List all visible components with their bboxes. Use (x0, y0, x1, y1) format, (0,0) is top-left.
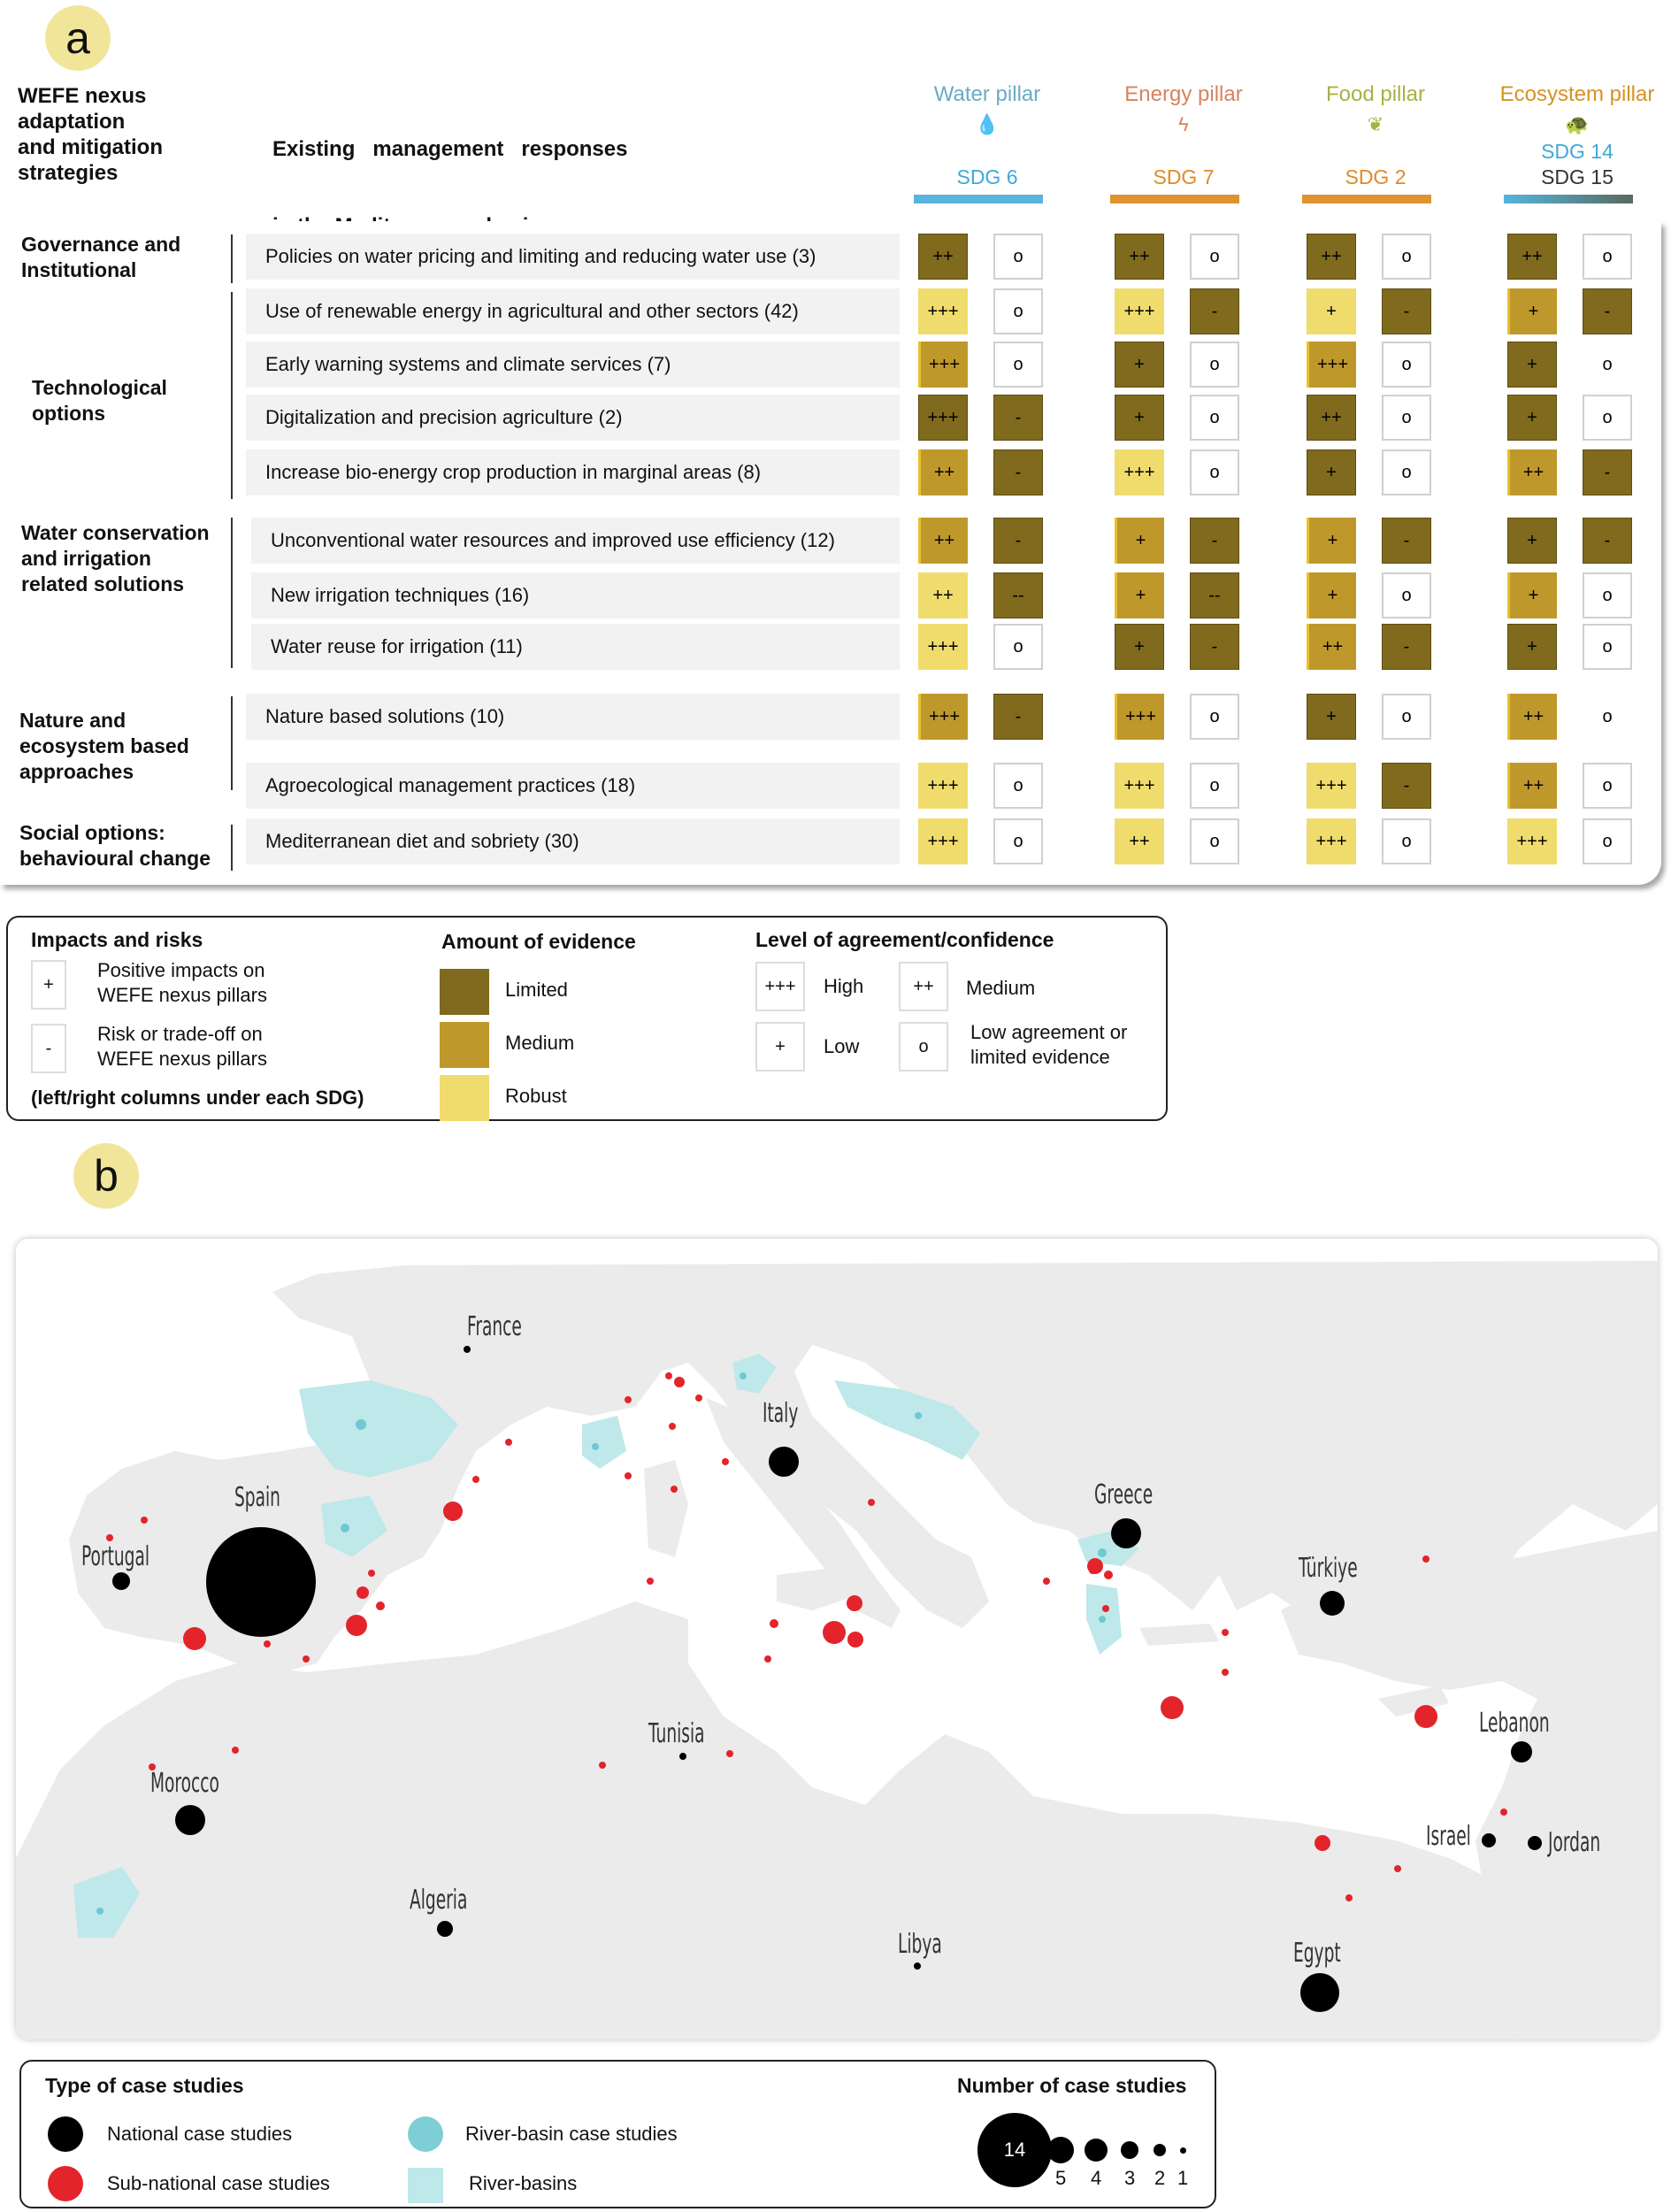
assessment-cell: - (1382, 288, 1431, 334)
river-basin-case-swatch-icon (408, 2116, 443, 2152)
country-label: Lebanon (1479, 1708, 1550, 1739)
category-label-line: Nature and (19, 709, 126, 732)
subnational-case-marker[interactable] (505, 1439, 512, 1446)
assessment-cell: ++ (1507, 763, 1557, 809)
river-basin-dot (592, 1443, 599, 1450)
subnational-case-marker[interactable] (722, 1458, 729, 1465)
national-label: National case studies (107, 2123, 293, 2145)
subnational-case-marker[interactable] (264, 1640, 271, 1647)
assessment-cell: o (1382, 818, 1431, 864)
category-label-line: ecosystem based (19, 734, 189, 757)
national-case-marker[interactable] (914, 1962, 921, 1970)
assessment-cell: o (993, 624, 1043, 670)
strategies-header-line: and mitigation (18, 135, 163, 159)
assessment-cell: + (1115, 624, 1164, 670)
river-basin-dot (356, 1419, 366, 1430)
category-label (19, 820, 211, 872)
assessment-cell: + (1507, 395, 1557, 441)
assessment-cell: o (1583, 572, 1632, 618)
response-label: Unconventional water resources and improved use efficiency (12) (271, 529, 835, 551)
assessment-cell: + (1115, 518, 1164, 564)
agreement-medium-label: Medium (966, 977, 1036, 999)
river-basin-dot (740, 1372, 747, 1379)
subnational-case-marker[interactable] (671, 1486, 678, 1493)
assessment-cell: o (1190, 694, 1239, 740)
assessment-cell: - (993, 395, 1043, 441)
assessment-cell: + (1115, 572, 1164, 618)
assessment-cell: +++ (918, 288, 968, 334)
response-row (246, 449, 900, 495)
river-basin-dot (1098, 1548, 1107, 1557)
assessment-cell: o (1382, 694, 1431, 740)
assessment-cell: - (1382, 763, 1431, 809)
panel-b-badge-letter: b (94, 1151, 119, 1201)
strategies-header (18, 83, 239, 186)
assessment-cell: ++ (1507, 234, 1557, 280)
national-case-marker[interactable] (1320, 1591, 1345, 1616)
size-scale-circle (977, 2113, 1052, 2187)
national-case-marker[interactable] (437, 1921, 453, 1937)
national-swatch-icon (48, 2116, 83, 2152)
subnational-case-marker[interactable] (625, 1396, 632, 1403)
positive-impact-label (97, 958, 267, 1008)
legend-text-line: Positive impacts on (97, 959, 265, 981)
category-label (21, 520, 210, 597)
assessment-cell: +++ (918, 395, 968, 441)
subnational-swatch-icon (48, 2166, 83, 2201)
category-label-line: behavioural change (19, 847, 211, 870)
response-label: Policies on water pricing and limiting and reducing water use (3) (265, 245, 816, 267)
legend-text-line: WEFE nexus pillars (97, 1048, 267, 1070)
subnational-case-marker[interactable] (356, 1586, 369, 1599)
category-label (19, 708, 189, 785)
case-study-legend (19, 2060, 1216, 2208)
category-divider (231, 825, 233, 871)
category-label-line: related solutions (21, 572, 185, 595)
subnational-case-marker[interactable] (770, 1619, 778, 1628)
sdg-label: SDG 2 (1345, 165, 1407, 188)
category-label-line: options (32, 402, 106, 425)
medium-symbol: ++ (913, 976, 934, 996)
subnational-case-marker[interactable] (472, 1476, 479, 1483)
subnational-case-marker[interactable] (1422, 1555, 1430, 1563)
pillar-title: Ecosystem pillar (1499, 82, 1655, 106)
evidence-legend-title: Amount of evidence (441, 930, 636, 953)
subnational-case-marker[interactable] (847, 1595, 862, 1611)
columns-note: (left/right columns under each SDG) (31, 1087, 364, 1109)
country-label: Portugal (81, 1541, 150, 1572)
sdg-label: SDG 6 (956, 165, 1018, 188)
national-case-marker[interactable] (1528, 1836, 1542, 1850)
impacts-legend-title: Impacts and risks (31, 928, 203, 951)
size-scale-circle (1180, 2147, 1186, 2154)
subnational-case-marker[interactable] (665, 1372, 672, 1379)
country-label: Spain (234, 1482, 280, 1513)
subnational-case-marker[interactable] (232, 1747, 239, 1754)
response-label: Use of renewable energy in agricultural and other sectors (42) (265, 300, 799, 322)
assessment-cell: + (1507, 624, 1557, 670)
subnational-case-marker[interactable] (141, 1517, 148, 1524)
assessment-cell: - (1382, 518, 1431, 564)
subnational-case-marker[interactable] (1394, 1865, 1401, 1872)
subnational-case-marker[interactable] (847, 1632, 863, 1647)
assessment-cell: ++ (918, 518, 968, 564)
sdg-label: SDG 7 (1153, 165, 1215, 188)
none-symbol: o (918, 1036, 929, 1056)
assessment-cell: o (1190, 342, 1239, 388)
assessment-cell: o (1382, 395, 1431, 441)
size-scale-value: 5 (1055, 2167, 1067, 2189)
subnational-case-marker[interactable] (868, 1499, 875, 1506)
assessment-cell: +++ (1115, 694, 1164, 740)
national-case-marker[interactable] (769, 1447, 799, 1477)
assessment-cell: +++ (1115, 763, 1164, 809)
subnational-case-marker[interactable] (823, 1621, 846, 1644)
subnational-case-marker[interactable] (1315, 1835, 1330, 1851)
count-legend-title: Number of case studies (957, 2074, 1187, 2097)
assessment-cell: - (993, 518, 1043, 564)
national-case-marker[interactable] (1111, 1518, 1141, 1548)
subnational-case-marker[interactable] (1500, 1809, 1507, 1816)
response-row (251, 572, 900, 618)
pillar-title: Water pillar (933, 82, 1041, 106)
assessment-cell: - (1583, 449, 1632, 495)
response-label: Mediterranean diet and sobriety (30) (265, 830, 579, 852)
assessment-cell: o (1190, 763, 1239, 809)
river-basin-dot (915, 1412, 922, 1419)
country-label: Greece (1094, 1479, 1154, 1510)
country-label: Egypt (1293, 1938, 1341, 1969)
category-label-line: Water conservation (21, 521, 210, 544)
assessment-cell: - (1190, 624, 1239, 670)
national-case-marker[interactable] (175, 1805, 205, 1835)
subnational-case-marker[interactable] (303, 1655, 310, 1663)
category-divider (231, 518, 233, 668)
category-divider (231, 292, 233, 499)
lightning-bolt-icon: ϟ (1178, 113, 1189, 135)
subnational-case-marker[interactable] (1043, 1578, 1050, 1585)
response-row (246, 395, 900, 441)
strategies-header-line: WEFE nexus (18, 84, 147, 108)
water-drop-icon: 💧 (975, 113, 1000, 135)
country-label: Libya (898, 1929, 942, 1960)
assessment-cell: +++ (918, 342, 968, 388)
subnational-case-marker[interactable] (647, 1578, 654, 1585)
evidence-swatch-limited (440, 969, 489, 1015)
assessment-cell: o (1382, 234, 1431, 280)
river-basin-swatch-icon (408, 2168, 443, 2203)
river-basin-dot (341, 1524, 349, 1532)
assessment-cell: + (1307, 518, 1356, 564)
response-row (251, 518, 900, 564)
subnational-case-marker[interactable] (1102, 1605, 1109, 1612)
assessment-cell: o (1190, 234, 1239, 280)
assessment-cell: - (1190, 518, 1239, 564)
size-scale-value: 1 (1177, 2167, 1189, 2189)
subnational-case-marker[interactable] (674, 1377, 685, 1387)
assessment-cell: +++ (918, 624, 968, 670)
subnational-case-marker[interactable] (695, 1394, 702, 1402)
river-basin-case-label: River-basin case studies (465, 2123, 678, 2145)
agreement-high-label: High (824, 975, 864, 997)
category-label-line: and irrigation (21, 547, 151, 570)
legend-text-line: WEFE nexus pillars (97, 984, 267, 1006)
agreement-low-label: Low (824, 1035, 860, 1057)
response-label: Increase bio-energy crop production in marginal areas (8) (265, 461, 762, 483)
subnational-case-marker[interactable] (1089, 1567, 1096, 1574)
assessment-cell: ++ (918, 234, 968, 280)
subnational-case-marker[interactable] (183, 1627, 206, 1650)
assessment-cell: + (1507, 288, 1557, 334)
assessment-cell: ++ (1307, 624, 1356, 670)
assessment-cell: +++ (918, 694, 968, 740)
plus-symbol: + (43, 974, 54, 995)
assessment-cell: + (1115, 395, 1164, 441)
sdg-underline (1110, 195, 1239, 204)
responses-header-line: Existing management responses (272, 137, 628, 161)
assessment-cell: - (993, 694, 1043, 740)
high-symbol: +++ (764, 976, 796, 996)
assessment-cell: o (1583, 234, 1632, 280)
size-scale-circle (1085, 2139, 1108, 2162)
panel-a-badge-letter: a (65, 13, 90, 63)
response-row (246, 818, 900, 864)
country-label: Jordan (1548, 1827, 1601, 1858)
sdg-underline (1504, 195, 1633, 204)
turtle-icon: 🐢 (1565, 113, 1590, 135)
subnational-case-marker[interactable] (368, 1570, 375, 1577)
assessment-cell: +++ (918, 763, 968, 809)
assessment-cell: o (1602, 706, 1613, 726)
assessment-cell: o (1190, 449, 1239, 495)
size-scale-circle (1154, 2144, 1166, 2156)
assessment-cell: + (1115, 342, 1164, 388)
size-scale-circle (1121, 2141, 1138, 2159)
national-case-marker[interactable] (679, 1753, 686, 1760)
size-scale-value: 3 (1124, 2167, 1136, 2189)
sdg-label: SDG 14 (1541, 140, 1614, 163)
size-scale-value: 14 (1003, 2139, 1026, 2161)
assessment-cell: o (993, 818, 1043, 864)
assessment-cell: o (993, 288, 1043, 334)
subnational-case-marker[interactable] (1104, 1571, 1113, 1579)
assessment-cell: -- (1190, 572, 1239, 618)
river-basin-dot (96, 1908, 103, 1915)
assessment-cell: +++ (918, 818, 968, 864)
assessment-cell: +++ (1507, 818, 1557, 864)
response-label: Agroecological management practices (18) (265, 774, 636, 796)
assessment-cell: o (1583, 624, 1632, 670)
panel-a-badge (45, 5, 111, 71)
subnational-case-marker[interactable] (1345, 1894, 1353, 1901)
subnational-case-marker[interactable] (443, 1502, 463, 1521)
assessment-cell: o (1382, 449, 1431, 495)
country-label: Morocco (150, 1768, 219, 1799)
category-label-line: Institutional (21, 258, 137, 281)
national-case-marker[interactable] (206, 1527, 316, 1637)
country-label: Israel (1426, 1821, 1471, 1852)
response-row (246, 763, 900, 809)
response-row (246, 342, 900, 388)
evidence-swatch-robust (440, 1075, 489, 1121)
assessment-cell: o (1583, 763, 1632, 809)
assessment-cell: + (1507, 518, 1557, 564)
category-label (32, 375, 167, 426)
subnational-case-marker[interactable] (764, 1655, 771, 1663)
subnational-case-marker[interactable] (1222, 1629, 1229, 1636)
category-label-line: Governance and (21, 233, 181, 256)
assessment-cell: o (1190, 395, 1239, 441)
assessment-cell: o (1583, 395, 1632, 441)
evidence-legend (6, 916, 1168, 1121)
agreement-high-swatch (755, 962, 805, 1011)
assessment-cell: + (1307, 694, 1356, 740)
subnational-case-marker[interactable] (625, 1472, 632, 1479)
size-scale-circle (1047, 2137, 1074, 2163)
assessment-cell: +++ (1115, 449, 1164, 495)
type-legend-title: Type of case studies (45, 2074, 244, 2097)
agreement-none-label (970, 1020, 1127, 1070)
pillar-title: Food pillar (1325, 82, 1426, 106)
subnational-label: Sub-national case studies (107, 2172, 330, 2194)
sdg-underline (914, 195, 1043, 204)
panel-b-badge (73, 1143, 139, 1209)
agreement-medium-swatch (899, 962, 948, 1011)
assessment-cell: ++ (918, 572, 968, 618)
assessment-cell: +++ (1307, 818, 1356, 864)
category-label (21, 232, 180, 283)
minus-symbol: - (45, 1038, 52, 1058)
country-label: Türkiye (1299, 1553, 1358, 1584)
subnational-case-marker[interactable] (376, 1601, 385, 1610)
response-row (246, 234, 900, 280)
subnational-case-marker[interactable] (599, 1762, 606, 1769)
assessment-cell: -- (993, 572, 1043, 618)
sdg-label: SDG 15 (1541, 165, 1614, 188)
assessment-cell: o (993, 763, 1043, 809)
assessment-cell: ++ (1307, 395, 1356, 441)
assessment-cell: o (1382, 342, 1431, 388)
pillar-title: Energy pillar (1124, 82, 1243, 106)
subnational-case-marker[interactable] (106, 1534, 113, 1541)
national-case-marker[interactable] (464, 1346, 471, 1353)
subnational-case-marker[interactable] (1414, 1705, 1437, 1728)
category-label-line: Social options: (19, 821, 165, 844)
category-label-line: Technological (32, 376, 167, 399)
assessment-cell: - (1583, 288, 1632, 334)
assessment-cell: - (993, 449, 1043, 495)
subnational-case-marker[interactable] (1222, 1669, 1229, 1676)
assessment-cell: - (1382, 624, 1431, 670)
country-label: Tunisia (648, 1718, 705, 1749)
assessment-cell: o (1382, 572, 1431, 618)
evidence-label: Limited (505, 979, 568, 1001)
assessment-cell: + (1307, 449, 1356, 495)
assessment-cell: ++ (1307, 234, 1356, 280)
positive-impact-swatch (31, 960, 66, 1010)
country-label: Algeria (410, 1885, 468, 1916)
agreement-legend-title: Level of agreement/confidence (755, 928, 1054, 951)
category-divider (231, 696, 233, 790)
subnational-case-marker[interactable] (669, 1423, 676, 1430)
size-scale-value: 2 (1154, 2167, 1166, 2189)
response-label: Early warning systems and climate services (7) (265, 353, 671, 375)
national-case-marker[interactable] (1482, 1833, 1496, 1847)
evidence-label: Robust (505, 1085, 567, 1107)
river-basin-label: River-basins (469, 2172, 578, 2194)
sdg-underline (1302, 195, 1431, 204)
strategies-header-line: strategies (18, 161, 119, 185)
assessment-cell: ++ (1115, 234, 1164, 280)
assessment-cell: o (1583, 818, 1632, 864)
national-case-marker[interactable] (1511, 1741, 1532, 1763)
response-label: Nature based solutions (10) (265, 705, 505, 727)
assessment-cell: ++ (1507, 449, 1557, 495)
category-label-line: approaches (19, 760, 134, 783)
assessment-cell: o (1190, 818, 1239, 864)
assessment-cell: + (1307, 288, 1356, 334)
country-label: Italy (763, 1398, 799, 1429)
assessment-cell: + (1507, 572, 1557, 618)
assessment-cell: ++ (1115, 818, 1164, 864)
response-row (246, 288, 900, 334)
assessment-cell: ++ (918, 449, 968, 495)
agreement-none-swatch (899, 1022, 948, 1071)
assessment-cell: o (1602, 354, 1613, 374)
assessment-cell: + (1507, 342, 1557, 388)
assessment-cell: ++ (1507, 694, 1557, 740)
subnational-case-marker[interactable] (346, 1615, 367, 1636)
assessment-cell: - (1190, 288, 1239, 334)
category-divider (231, 234, 233, 283)
low-symbol: + (775, 1036, 786, 1056)
assessment-cell: +++ (1115, 288, 1164, 334)
legend-text-line: limited evidence (970, 1046, 1110, 1068)
risk-swatch (31, 1024, 66, 1073)
risk-label (97, 1022, 267, 1071)
strategies-header-line: adaptation (18, 110, 126, 134)
response-label: New irrigation techniques (16) (271, 584, 530, 606)
corn-icon: ❦ (1367, 113, 1384, 135)
response-row (246, 694, 900, 740)
assessment-cell: +++ (1307, 342, 1356, 388)
legend-text-line: Risk or trade-off on (97, 1023, 263, 1045)
subnational-case-marker[interactable] (726, 1750, 733, 1757)
assessment-cell: o (993, 342, 1043, 388)
size-scale-value: 4 (1091, 2167, 1102, 2189)
national-case-marker[interactable] (112, 1572, 130, 1590)
assessment-cell: + (1307, 572, 1356, 618)
assessment-cell: +++ (1307, 763, 1356, 809)
legend-text-line: Low agreement or (970, 1021, 1128, 1043)
response-row (251, 624, 900, 670)
assessment-cell: - (1583, 518, 1632, 564)
response-label: Water reuse for irrigation (11) (271, 635, 523, 657)
response-label: Digitalization and precision agriculture (2) (265, 406, 623, 428)
agreement-low-swatch (755, 1022, 805, 1071)
evidence-swatch-medium (440, 1022, 489, 1068)
subnational-case-marker[interactable] (1161, 1696, 1184, 1719)
evidence-label: Medium (505, 1032, 575, 1054)
assessment-cell: o (993, 234, 1043, 280)
national-case-marker[interactable] (1300, 1973, 1339, 2012)
country-label: France (467, 1311, 522, 1342)
river-basin-dot (1099, 1616, 1106, 1623)
